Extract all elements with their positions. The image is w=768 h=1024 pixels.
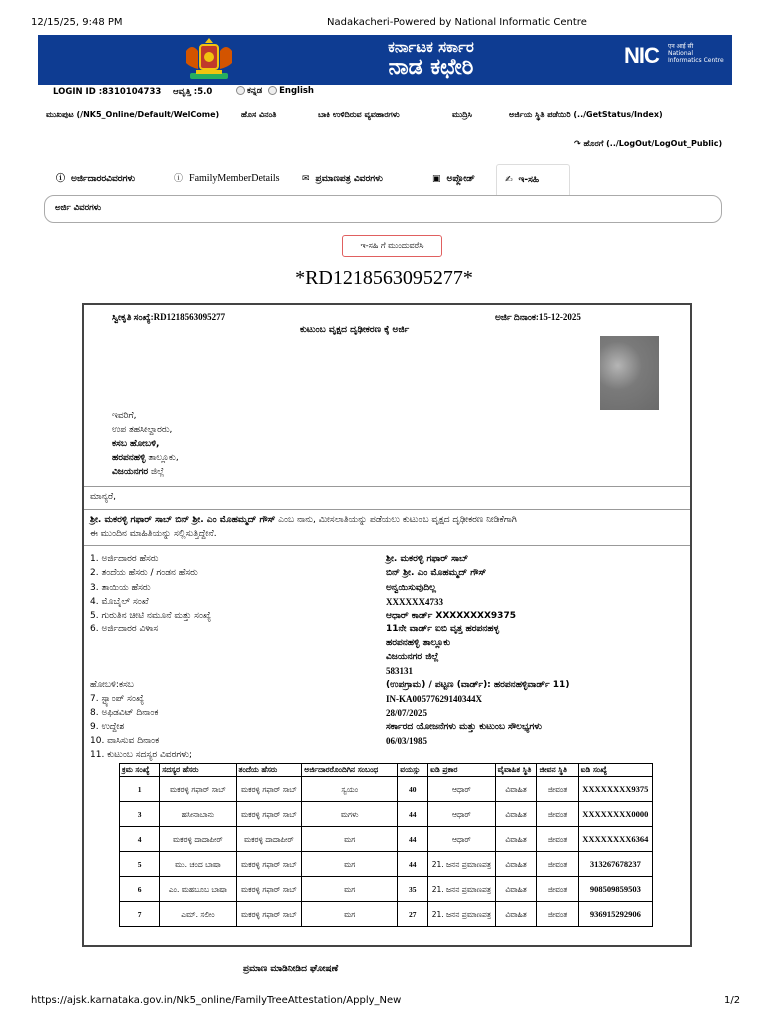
document-heading: ಕುಟುಂಬ ವೃಕ್ಷದ ದೃಢೀಕರಣ ಕ್ಕೆ ಅರ್ಜಿ	[300, 325, 410, 335]
table-cell: ವಿವಾಹಿತ	[495, 802, 537, 827]
application-date: ಅರ್ಜಿ ದಿನಾಂಕ:15-12-2025	[495, 312, 581, 322]
table-cell: 21. ಜನನ ಪ್ರಮಾಣಪತ್ರ	[428, 852, 496, 877]
tab-bar	[44, 164, 722, 194]
print-page-number: 1/2	[724, 995, 741, 1006]
field-label: 2. ತಂದೆಯ ಹೆಸರು / ಗಂಡನ ಹೆಸರು	[90, 568, 198, 578]
table-cell: 4	[120, 827, 160, 852]
table-cell: ಮಗ	[302, 852, 398, 877]
addressee-line-1: ಇವರಿಗೆ,	[112, 411, 137, 421]
table-cell: ಮಗ	[302, 902, 398, 927]
table-cell: 5	[120, 852, 160, 877]
table-cell: 936915292906	[578, 902, 652, 927]
table-cell: ಮಕರಳ್ಳಿ ಗಫಾರ್ ಸಾಬ್	[236, 902, 302, 927]
declaration-paragraph-2: ಈ ಮುಂದಿನ ಮಾಹಿತಿಯನ್ನು ಸಲ್ಲಿಸುತ್ತಿದ್ದೇನೆ.	[90, 529, 217, 539]
table-cell: 1	[120, 777, 160, 802]
applicant-photo	[600, 336, 659, 410]
print-page-title: Nadakacheri-Powered by National Informatic Centre	[327, 17, 587, 28]
table-row	[120, 802, 653, 827]
brand-line2: ನಾಡ ಕಛೇರಿ	[388, 55, 474, 80]
column-header: ಐಡಿ ಪ್ರಕಾರ	[428, 764, 496, 777]
table-cell: ಜೀವಂತ	[537, 827, 578, 852]
tab-family-member-details[interactable]: ⓘ FamilyMemberDetails	[174, 164, 280, 194]
table-cell: ಸ್ವಯಂ	[302, 777, 398, 802]
field-value: ಬಿನ್ ಶ್ರೀ. ಎಂ ಮೊಹಮ್ಮದ್ ಗೌಸ್	[386, 568, 487, 578]
field-value: IN-KA00577629140344X	[386, 694, 482, 704]
field-label: 10. ವಾಸಿಸುವ ದಿನಾಂಕ	[90, 736, 160, 746]
nic-logo-icon: NIC एन आई सी National Informatics Centre	[624, 43, 724, 68]
table-row	[120, 902, 653, 927]
field-value: (ಉಪಗ್ರಾಮ) / ಪಟ್ಟಣ (ವಾರ್ಡ್): ಹರಪನಹಳ್ಳಿವಾರ್ಡ್ 11)	[386, 680, 570, 690]
envelope-icon: ✉	[302, 174, 310, 184]
table-cell: 44	[398, 802, 428, 827]
table-cell: ಮು. ಚಂದ ಬಾಷಾ	[160, 852, 236, 877]
tab-esign[interactable]: ✍ ಇ-ಸಹಿ	[496, 164, 570, 195]
signature-icon: ✍	[505, 175, 513, 185]
tab-applicant-details[interactable]: ⓘ ಅರ್ಜಿದಾರರವಿವರಗಳು	[56, 164, 135, 194]
table-cell: 908509859503	[578, 877, 652, 902]
table-cell: ಹಸೀನಾಬಾನು	[160, 802, 236, 827]
column-header: ಜೀವನ ಸ್ಥಿತಿ	[537, 764, 578, 777]
table-cell: ಆಧಾರ್	[428, 777, 496, 802]
table-cell: ವಿವಾಹಿತ	[495, 902, 537, 927]
image-icon: ▣	[432, 174, 441, 184]
table-cell: ವಿವಾಹಿತ	[495, 877, 537, 902]
table-cell: 40	[398, 777, 428, 802]
tab-upload[interactable]: ▣ ಅಪ್ಲೋಡ್	[432, 164, 475, 194]
print-url: https://ajsk.karnataka.gov.in/Nk5_online/FamilyTreeAttestation/Apply_New	[31, 995, 402, 1006]
field-value: ಆಧಾರ್ ಕಾರ್ಡ್ XXXXXXXX9375	[386, 611, 516, 621]
sign-out-icon: ↷	[574, 139, 581, 148]
field-value: 583131	[386, 666, 413, 676]
table-cell: ಮಕರಳ್ಳಿ ಗಫಾರ್ ಸಾಬ್	[236, 802, 302, 827]
table-cell: ಮಗ	[302, 827, 398, 852]
table-cell: ಜೀವಂತ	[537, 802, 578, 827]
nav-new-request[interactable]: ಹೊಸ ವಿನಂತಿ	[241, 110, 277, 119]
table-cell: ಮಕರಳ್ಳಿ ಗಫಾರ್ ಸಾಬ್	[160, 777, 236, 802]
table-cell: ಎಂ. ಮಹಬೂಬ ಬಾಷಾ	[160, 877, 236, 902]
table-cell: XXXXXXXX0000	[578, 802, 652, 827]
field-value: 06/03/1985	[386, 736, 428, 746]
table-cell: 7	[120, 902, 160, 927]
field-label: 6. ಅರ್ಜಿದಾರರ ವಿಳಾಸ	[90, 624, 159, 634]
field-value: 28/07/2025	[386, 708, 428, 718]
salutation: ಮಾನ್ಯರೆ,	[90, 492, 116, 502]
table-cell: XXXXXXXX6364	[578, 827, 652, 852]
table-cell: ವಿವಾಹಿತ	[495, 827, 537, 852]
declaration-paragraph-1: ಶ್ರೀ. ಮಕರಳ್ಳಿ ಗಫಾರ್ ಸಾಬ್ ಬಿನ್ ಶ್ರೀ. ಎಂ ಮೊಹಮ್ಮದ್ ಗೌಸ್ ಎಂಬ ನಾನು, ಮೀಸಲಾತಿಯನ್ನು ಪಡೆಯಲು ಕುಟುಂಬ ವೃಕ್ಷದ ದೃಢೀಕರಣ ನೀಡಿಕೆಗಾಗಿ	[90, 515, 517, 525]
table-cell: ಆಧಾರ್	[428, 802, 496, 827]
application-document	[82, 303, 692, 947]
field-label: 3. ತಾಯಿಯ ಹೆಸರು	[90, 583, 151, 593]
field-value: ಹರಪನಹಳ್ಳಿ ತಾಲ್ಲೂಕು	[386, 638, 451, 648]
table-row	[120, 852, 653, 877]
field-label: 7. ಸ್ಟ್ಯಾಂಪ್ ಸಂಖ್ಯೆ	[90, 694, 145, 704]
table-cell: 35	[398, 877, 428, 902]
field-label: 9. ಉದ್ದೇಶ	[90, 722, 125, 732]
field-value: ಸರ್ಕಾರದ ಯೋಜನೆಗಳು ಮತ್ತು ಕುಟುಂಬ ಸೌಲಭ್ಯಗಳು	[386, 722, 543, 732]
field-value: 11ನೇ ವಾರ್ಡ್ ಐಬಿ ವೃತ್ತ ಹರಪನಹಳ್ಳ	[386, 624, 499, 634]
brand-line1: ಕರ್ನಾಟಕ ಸರ್ಕಾರ	[388, 38, 474, 56]
print-datetime: 12/15/25, 9:48 PM	[31, 17, 123, 28]
proceed-to-esign-button[interactable]: ಇ-ಸಹಿ ಗೆ ಮುಂದುವರೆಸಿ	[342, 235, 442, 257]
nav-logout[interactable]: ↷ ಹೊರಗೆ (../LogOut/LogOut_Public)	[574, 139, 723, 148]
table-cell: 44	[398, 852, 428, 877]
column-header: ವಯಸ್ಸು	[398, 764, 428, 777]
panel-title: ಅರ್ಜಿ ವಿವರಗಳು	[55, 203, 102, 213]
addressee-line-5: ವಿಜಯನಗರ ಜಿಲ್ಲೆ	[112, 467, 165, 477]
field-label: 1. ಅರ್ಜಿದಾರರ ಹೆಸರು	[90, 554, 159, 564]
table-cell: 3	[120, 802, 160, 827]
karnataka-emblem-icon	[178, 37, 240, 83]
table-cell: ವಿವಾಹಿತ	[495, 852, 537, 877]
table-cell: ಜೀವಂತ	[537, 877, 578, 902]
table-cell: 313267678237	[578, 852, 652, 877]
application-details-panel[interactable]	[44, 195, 722, 223]
column-header: ಕ್ರಮ ಸಂಖ್ಯೆ	[120, 764, 160, 777]
family-members-table	[119, 763, 653, 927]
table-cell: 21. ಜನನ ಪ್ರಮಾಣಪತ್ರ	[428, 902, 496, 927]
field-value: ಅನ್ವಯಿಸುವುದಿಲ್ಲ	[386, 583, 436, 593]
field-label: 5. ಗುರುತಿನ ಚೀಟಿ ನಮೂನೆ ಮತ್ತು ಸಂಖ್ಯೆ	[90, 611, 212, 621]
info-icon: ⓘ	[174, 174, 184, 184]
field-value: XXXXXX4733	[386, 597, 443, 607]
header-banner	[38, 35, 732, 85]
nav-print[interactable]: ಮುದ್ರಿಸಿ	[452, 110, 472, 119]
nav-pending[interactable]: ಬಾಕಿ ಉಳಿದಿರುವ ವ್ಯವಹಾರಗಳು	[318, 110, 400, 119]
table-cell: ಮಗ	[302, 877, 398, 902]
table-cell: 21. ಜನನ ಪ್ರಮಾಣಪತ್ರ	[428, 877, 496, 902]
table-cell: ಮಕರಳ್ಳಿ ದಾದಾಪೀರ್	[160, 827, 236, 852]
nav-home[interactable]: ಮುಖಪುಟ (/NK5_Online/Default/WelCome)	[46, 110, 220, 119]
version-label: ಆವೃತ್ತಿ :5.0	[173, 87, 213, 97]
table-cell: ಮಕರಳ್ಳಿ ದಾದಾಪೀರ್	[236, 827, 302, 852]
column-header: ಅರ್ಜಿದಾರರೊಂದಿಗಿನ ಸಂಬಂಧ	[302, 764, 398, 777]
field-label: 8. ಅಫಿಡವಿಟ್ ದಿನಾಂಕ	[90, 708, 159, 718]
table-cell: ಜೀವಂತ	[537, 777, 578, 802]
table-cell: ಮಗಳು	[302, 802, 398, 827]
nav-status[interactable]: ಅರ್ಜಿಯ ಸ್ಥಿತಿ ಪಡೆಯಿರಿ (../GetStatus/Index)	[509, 110, 663, 119]
field-label: 11. ಕುಟುಂಬ ಸದಸ್ಯರ ವಿವರಗಳು;	[90, 750, 192, 760]
table-cell: ಎಮ್. ಸಲೀಂ	[160, 902, 236, 927]
table-cell: ಮಕರಳ್ಳಿ ಗಫಾರ್ ಸಾಬ್	[236, 877, 302, 902]
login-id: LOGIN ID :8310104733	[53, 87, 162, 97]
tab-certificate-details[interactable]: ✉ ಪ್ರಮಾಣಪತ್ರ ವಿವರಗಳು	[302, 164, 383, 194]
addressee-line-4: ಹರಪನಹಳ್ಳಿ ತಾಲ್ಲೂಕು,	[112, 453, 179, 463]
field-label: ಹೋಬಳಿ:ಕಸಬ	[90, 680, 134, 690]
column-header: ಸದಸ್ಯರ ಹೆಸರು	[160, 764, 236, 777]
kannada-radio[interactable]	[236, 86, 245, 95]
table-row	[120, 877, 653, 902]
field-value: ವಿಜಯನಗರ ಜಿಲ್ಲೆ	[386, 652, 439, 662]
table-cell: 6	[120, 877, 160, 902]
column-header: ವೈವಾಹಿಕ ಸ್ಥಿತಿ	[495, 764, 537, 777]
brand-title	[326, 38, 536, 80]
english-radio[interactable]	[268, 86, 277, 95]
table-cell: ಆಧಾರ್	[428, 827, 496, 852]
table-cell: ವಿವಾಹಿತ	[495, 777, 537, 802]
receipt-number: ಸ್ವೀಕೃತಿ ಸಂಖ್ಯೆ:RD1218563095277	[112, 312, 226, 322]
table-cell: ಜೀವಂತ	[537, 852, 578, 877]
table-row	[120, 777, 653, 802]
field-label: 4. ಮೊಬೈಲ್ ಸಂಖೆ	[90, 597, 149, 607]
info-icon: ⓘ	[56, 174, 66, 184]
addressee-line-3: ಕಸಬ ಹೋಬಳಿ,	[112, 439, 160, 449]
table-cell: ಜೀವಂತ	[537, 902, 578, 927]
table-cell: ಮಕರಳ್ಳಿ ಗಫಾರ್ ಸಾಬ್	[236, 852, 302, 877]
table-cell: ಮಕರಳ್ಳಿ ಗಫಾರ್ ಸಾಬ್	[236, 777, 302, 802]
table-cell: 44	[398, 827, 428, 852]
declaration-heading: ಪ್ರಮಾಣ ಮಾಡಿನೀಡಿದ ಘೋಷಣೆ	[243, 964, 339, 974]
table-cell: 27	[398, 902, 428, 927]
column-header: ತಂದೆಯ ಹೆಸರು	[236, 764, 302, 777]
addressee-line-2: ಉಪ ತಹಸೀಲ್ದಾರರು,	[112, 425, 173, 435]
table-cell: XXXXXXXX9375	[578, 777, 652, 802]
field-value: ಶ್ರೀ. ಮಕರಳ್ಳಿ ಗಫಾರ್ ಸಾಬ್	[386, 554, 469, 564]
table-row	[120, 827, 653, 852]
language-switch: ಕನ್ನಡ English	[236, 86, 314, 96]
barcode-text: *RD1218563095277*	[295, 267, 473, 289]
column-header: ಐಡಿ ಸಂಖ್ಯೆ	[578, 764, 652, 777]
